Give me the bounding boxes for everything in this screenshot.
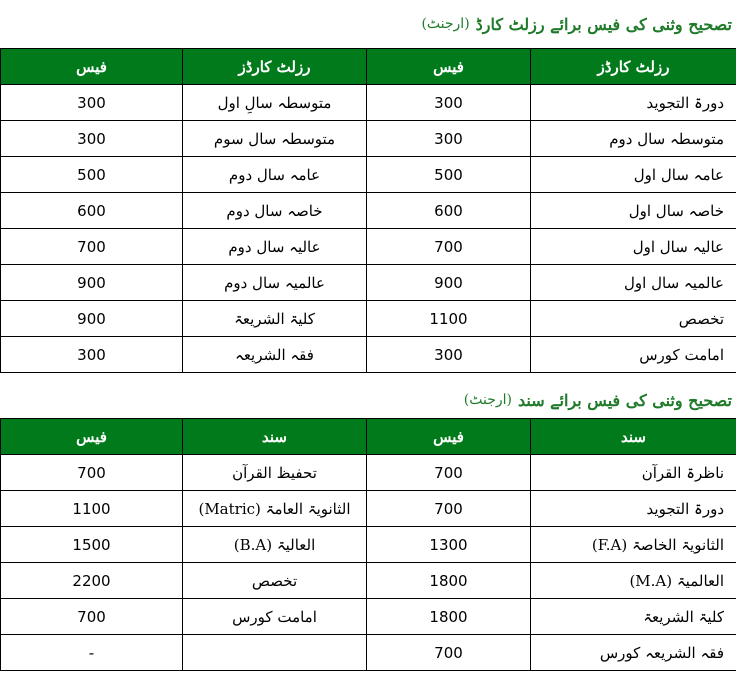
label-cell: فقہ الشریعہ کورس (531, 635, 736, 671)
fee-cell: 1500 (1, 527, 183, 563)
fee-cell: 600 (367, 193, 531, 229)
fee-cell: 700 (367, 229, 531, 265)
header-certificate: سند (183, 419, 367, 455)
section-2-title-note: (ارجنٹ) (463, 392, 512, 408)
table-row (1, 265, 736, 301)
fee-cell: 1100 (367, 301, 531, 337)
table-row (1, 229, 736, 265)
fee-cell: 700 (367, 635, 531, 671)
label-cell: تحفیظ القرآن (183, 455, 367, 491)
label-cell: عالمیہ سال دوم (183, 265, 367, 301)
label-cell: العالیۃ (B.A) (183, 527, 367, 563)
label-cell: الثانویۃ الخاصۃ (F.A) (531, 527, 736, 563)
fee-cell: 700 (1, 229, 183, 265)
fee-cell: 500 (1, 157, 183, 193)
fee-cell: 900 (367, 265, 531, 301)
label-cell: ناظرۃ القرآن (531, 455, 736, 491)
header-certificate: سند (531, 419, 736, 455)
label-cell: دورۃ التجوید (531, 491, 736, 527)
label-cell: عامہ سال اول (531, 157, 736, 193)
label-cell: متوسطہ سال دوم (531, 121, 736, 157)
fee-cell: 700 (367, 455, 531, 491)
table-row (1, 527, 736, 563)
result-card-rows (1, 85, 736, 373)
header-fee: فیس (367, 49, 531, 85)
section-2-title: تصحیح وثنی کی فیس برائے سند (ارجنٹ) (463, 390, 732, 410)
fee-cell: 700 (367, 491, 531, 527)
table-row (1, 599, 736, 635)
fee-cell: 900 (1, 265, 183, 301)
table-row (1, 455, 736, 491)
label-cell: متوسطہ سال سوم (183, 121, 367, 157)
section-1-title-note: (ارجنٹ) (421, 16, 470, 32)
table-row (1, 563, 736, 599)
table-row (1, 193, 736, 229)
label-cell: العالمیۃ (M.A) (531, 563, 736, 599)
header-fee: فیس (367, 419, 531, 455)
label-cell: خاصہ سال دوم (183, 193, 367, 229)
fee-cell: 1800 (367, 563, 531, 599)
certificate-rows (1, 455, 736, 671)
table-row (1, 337, 736, 373)
table-row (1, 121, 736, 157)
table-row (1, 301, 736, 337)
label-cell: عالیہ سال دوم (183, 229, 367, 265)
fee-cell: 300 (1, 337, 183, 373)
label-cell: متوسطہ سالِ اول (183, 85, 367, 121)
table-row (1, 157, 736, 193)
fee-cell: 300 (1, 85, 183, 121)
label-cell: کلیۃ الشریعۃ (531, 599, 736, 635)
header-result-cards: رزلٹ کارڈز (531, 49, 736, 85)
fee-cell: 500 (367, 157, 531, 193)
section-1-title: تصحیح وثنی کی فیس برائے رزلٹ کارڈ (ارجنٹ) (421, 14, 732, 34)
table-header-row (1, 419, 736, 455)
fee-cell: 300 (367, 337, 531, 373)
fee-cell: 1800 (367, 599, 531, 635)
certificate-fee-table (0, 418, 736, 671)
fee-cell: 300 (367, 121, 531, 157)
fee-cell: - (1, 635, 183, 671)
header-fee: فیس (1, 49, 183, 85)
table-row (1, 85, 736, 121)
fee-cell: 1300 (367, 527, 531, 563)
label-cell: امامت کورس (531, 337, 736, 373)
label-cell (183, 635, 367, 671)
label-cell: کلیۃ الشریعۃ (183, 301, 367, 337)
label-cell: امامت کورس (183, 599, 367, 635)
result-card-fee-table (0, 48, 736, 373)
label-cell: خاصہ سال اول (531, 193, 736, 229)
label-cell: فقہ الشریعہ (183, 337, 367, 373)
fee-cell: 700 (1, 599, 183, 635)
table-row (1, 491, 736, 527)
header-fee: فیس (1, 419, 183, 455)
fee-cell: 300 (1, 121, 183, 157)
table-header-row (1, 49, 736, 85)
fee-cell: 300 (367, 85, 531, 121)
label-cell: عالیہ سال اول (531, 229, 736, 265)
fee-cell: 1100 (1, 491, 183, 527)
label-cell: تخصص (183, 563, 367, 599)
table-row (1, 635, 736, 671)
label-cell: عالمیہ سال اول (531, 265, 736, 301)
label-cell: الثانویۃ العامۃ (Matric) (183, 491, 367, 527)
label-cell: عامہ سال دوم (183, 157, 367, 193)
fee-cell: 600 (1, 193, 183, 229)
header-result-cards: رزلٹ کارڈز (183, 49, 367, 85)
label-cell: دورۃ التجوید (531, 85, 736, 121)
fee-cell: 900 (1, 301, 183, 337)
label-cell: تخصص (531, 301, 736, 337)
fee-cell: 700 (1, 455, 183, 491)
fee-cell: 2200 (1, 563, 183, 599)
